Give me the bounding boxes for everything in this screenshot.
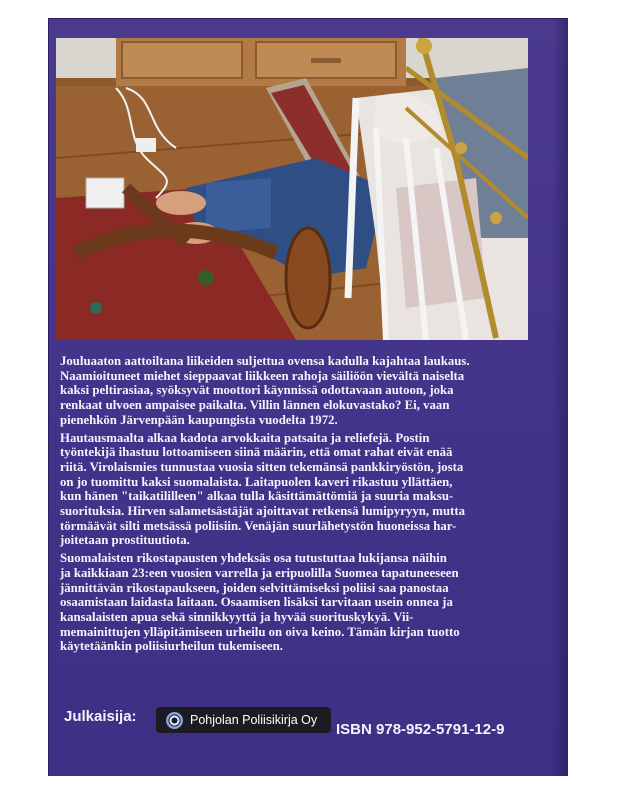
blurb-line: käytetäänkin poliisiurheilun tukemiseen.: [60, 639, 283, 654]
blurb-line: pienehkön Järvenpään kaupungista vuodelta 1972.: [60, 412, 338, 427]
blurb-line: kaksi peltirasiaa, syöksyvät moottori käynnissä odottavaan autoon, joka: [60, 383, 454, 398]
blurb-line: Suomalaisten rikostapausten yhdeksäs osa tutustuttaa lukijansa näihin: [60, 551, 447, 566]
blurb-line: Hautausmaalta alkaa kadota arvokkaita patsaita ja reliefejä. Postin: [60, 430, 430, 445]
publisher-name: Pohjolan Poliisikirja Oy: [190, 713, 318, 727]
crime-scene-photo: [56, 38, 528, 340]
blurb-line: riitä. Virolaismies tunnustaa vuosia sitten tekemänsä pankkiryöstön, josta: [60, 459, 464, 474]
blurb-line: suorituksia. Hirven salametsästäjät ajoittavat retkensä lumipyryyn, mutta: [60, 504, 465, 519]
blurb-line: kansalaisten apua sekä sinnikkyyttä ja hyvää suorituskykyä. Vii-: [60, 609, 414, 624]
blurb-line: Naamioituneet miehet sieppaavat liikkeen rahoja säiliöön vievältä naiselta: [60, 368, 465, 383]
blurb-line: kun hänen "taikatililleen" alkaa tulla käsittämättömiä ja suuria maksu-: [60, 489, 454, 504]
blurb-line: joitetaan prostituutiota.: [60, 533, 190, 548]
publisher-label: Julkaisija:: [64, 708, 137, 725]
spine-shadow: [552, 18, 568, 776]
ring-logo-icon: [166, 712, 183, 729]
isbn: ISBN 978-952-5791-12-9: [336, 721, 505, 738]
blurb-paragraph: [60, 551, 530, 654]
back-cover-blurb: [60, 354, 530, 657]
blurb-line: Jouluaaton aattoiltana liikeiden suljettua ovensa kadulla kajahtaa laukaus.: [60, 354, 470, 368]
publisher-logo: [156, 707, 331, 733]
blurb-line: ja kaikkiaan 23:een vuosien varrella ja eripuolilla Suomea tapatuneeseen: [60, 565, 459, 580]
blurb-line: memainittujen ylläpitämiseen urheilu on oiva keino. Tämän kirjan tuotto: [60, 624, 460, 639]
blurb-line: törmäävät silti metsässä poliisiin. Venäjän suurlähetystön huoneissa har-: [60, 518, 457, 533]
blurb-line: on jo tuomittu kaksi suomalaista. Laitapuolen kaveri rikastuu yllättäen,: [60, 474, 453, 489]
blurb-line: osaamistaan laidasta laitaan. Osaamisen lisäksi tarvitaan usein onnea ja: [60, 595, 453, 610]
blurb-line: jännittävän rikostapaukseen, joiden selvittämiseksi poliisi saa panostaa: [60, 580, 449, 595]
blurb-line: työntekijä ihastuu lottoamiseen siinä määrin, että omat rahat eivät enää: [60, 445, 453, 460]
blurb-line: renkaat ulvoen ampaisee paikalta. Villin lännen elokuvastako? Ei, vaan: [60, 398, 450, 413]
blurb-paragraph: [60, 354, 530, 428]
blurb-paragraph: [60, 431, 530, 549]
